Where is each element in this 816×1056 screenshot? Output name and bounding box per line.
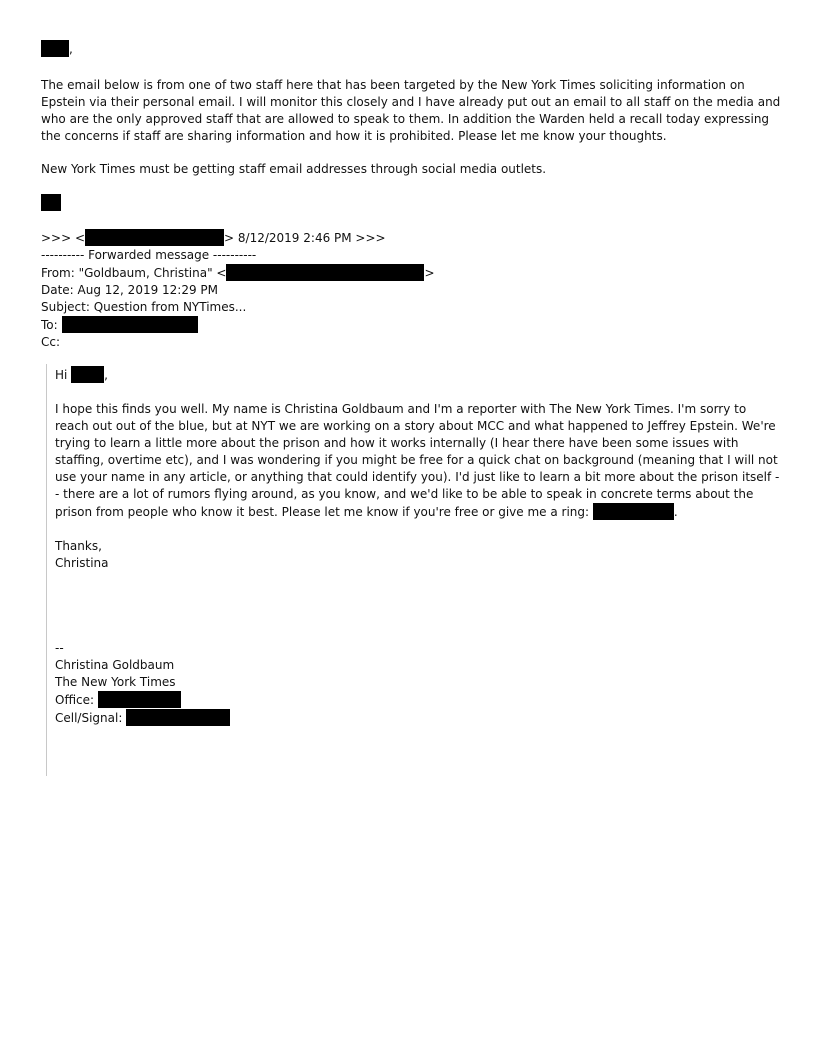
- greeting-suffix: ,: [69, 42, 73, 56]
- signature-org: The New York Times: [55, 675, 176, 689]
- quoted-message-body: [55, 366, 780, 727]
- redacted-signature: [41, 194, 61, 211]
- signoff-line: Christina: [55, 556, 109, 570]
- office-label: Office:: [55, 693, 98, 707]
- from-label: From: "Goldbaum, Christina" <: [41, 266, 227, 280]
- from-end: >: [424, 266, 435, 280]
- forward-prefix: >>> <: [41, 231, 86, 245]
- message-body-end: .: [673, 505, 678, 519]
- redacted-hi-name: [71, 366, 104, 383]
- redacted-recipient-name: [41, 40, 69, 57]
- message-body-paragraph: [55, 401, 780, 521]
- subject-line: Subject: Question from NYTimes...: [41, 300, 247, 314]
- date-line: Date: Aug 12, 2019 12:29 PM: [41, 283, 219, 297]
- forward-headers: [41, 229, 786, 351]
- thanks-line: Thanks,: [55, 539, 102, 553]
- redacted-cell-phone: [126, 709, 230, 726]
- hi-label: Hi: [55, 368, 72, 382]
- signature-cell: [55, 709, 780, 727]
- intro-note: New York Times must be getting staff email addresses through social media outlets.: [41, 162, 547, 176]
- forward-timestamp: > 8/12/2019 2:46 PM >>>: [224, 231, 386, 245]
- redacted-sender-initials: [41, 194, 61, 211]
- redacted-office-phone: [98, 691, 181, 708]
- redacted-from-address: [226, 264, 424, 281]
- intro-paragraph: The email below is from one of two staff here that has been targeted by the New York Times soliciting information on Epstein via their personal email. I will monitor this closely and I have already put out an email to all staff on the media and who are the only approved staff that are allowed to speak to them. In addition the Warden held a recall today expressing the concerns if staff are sharing information and how it is prohibited. Please let me know your thoughts.: [41, 78, 781, 143]
- signature-name: Christina Goldbaum: [55, 658, 175, 672]
- hi-suffix: ,: [104, 368, 108, 382]
- to-label: To:: [41, 318, 62, 332]
- cell-label: Cell/Signal:: [55, 711, 127, 725]
- signature-office: [55, 691, 780, 709]
- quoted-message: [46, 364, 792, 776]
- redacted-forward-address: [85, 229, 224, 246]
- redacted-phone-number: [593, 503, 674, 520]
- forward-separator: ---------- Forwarded message ----------: [41, 248, 257, 262]
- signature-dash: --: [55, 641, 64, 655]
- cc-line: Cc:: [41, 335, 61, 349]
- from-line: [41, 264, 786, 282]
- message-greeting: [55, 366, 780, 384]
- redacted-to-address: [62, 316, 198, 333]
- to-line: [41, 316, 786, 334]
- message-body-text: I hope this finds you well. My name is Christina Goldbaum and I'm a reporter with The New York Times. I'm sorry to reach out out of the blue, but at NYT we are working on a story about MCC and what happened to Jeffrey Epstein. We're trying to learn a little more about the prison and how it works internally (I hear there have been some issues with staffing, overtime etc), and I was wondering if you might be free for a quick chat on background (meaning that I will not use your name in any article, or anything that could identify you). I'd just like to learn a bit more about the prison itself -- there are a lot of rumors flying around, as you know, and we'd like to be able to speak in concrete terms about the prison from people who know it best. Please let me know if you're free or give me a ring:: [55, 402, 780, 519]
- forward-origin-line: [41, 229, 786, 247]
- greeting-line: [41, 40, 73, 58]
